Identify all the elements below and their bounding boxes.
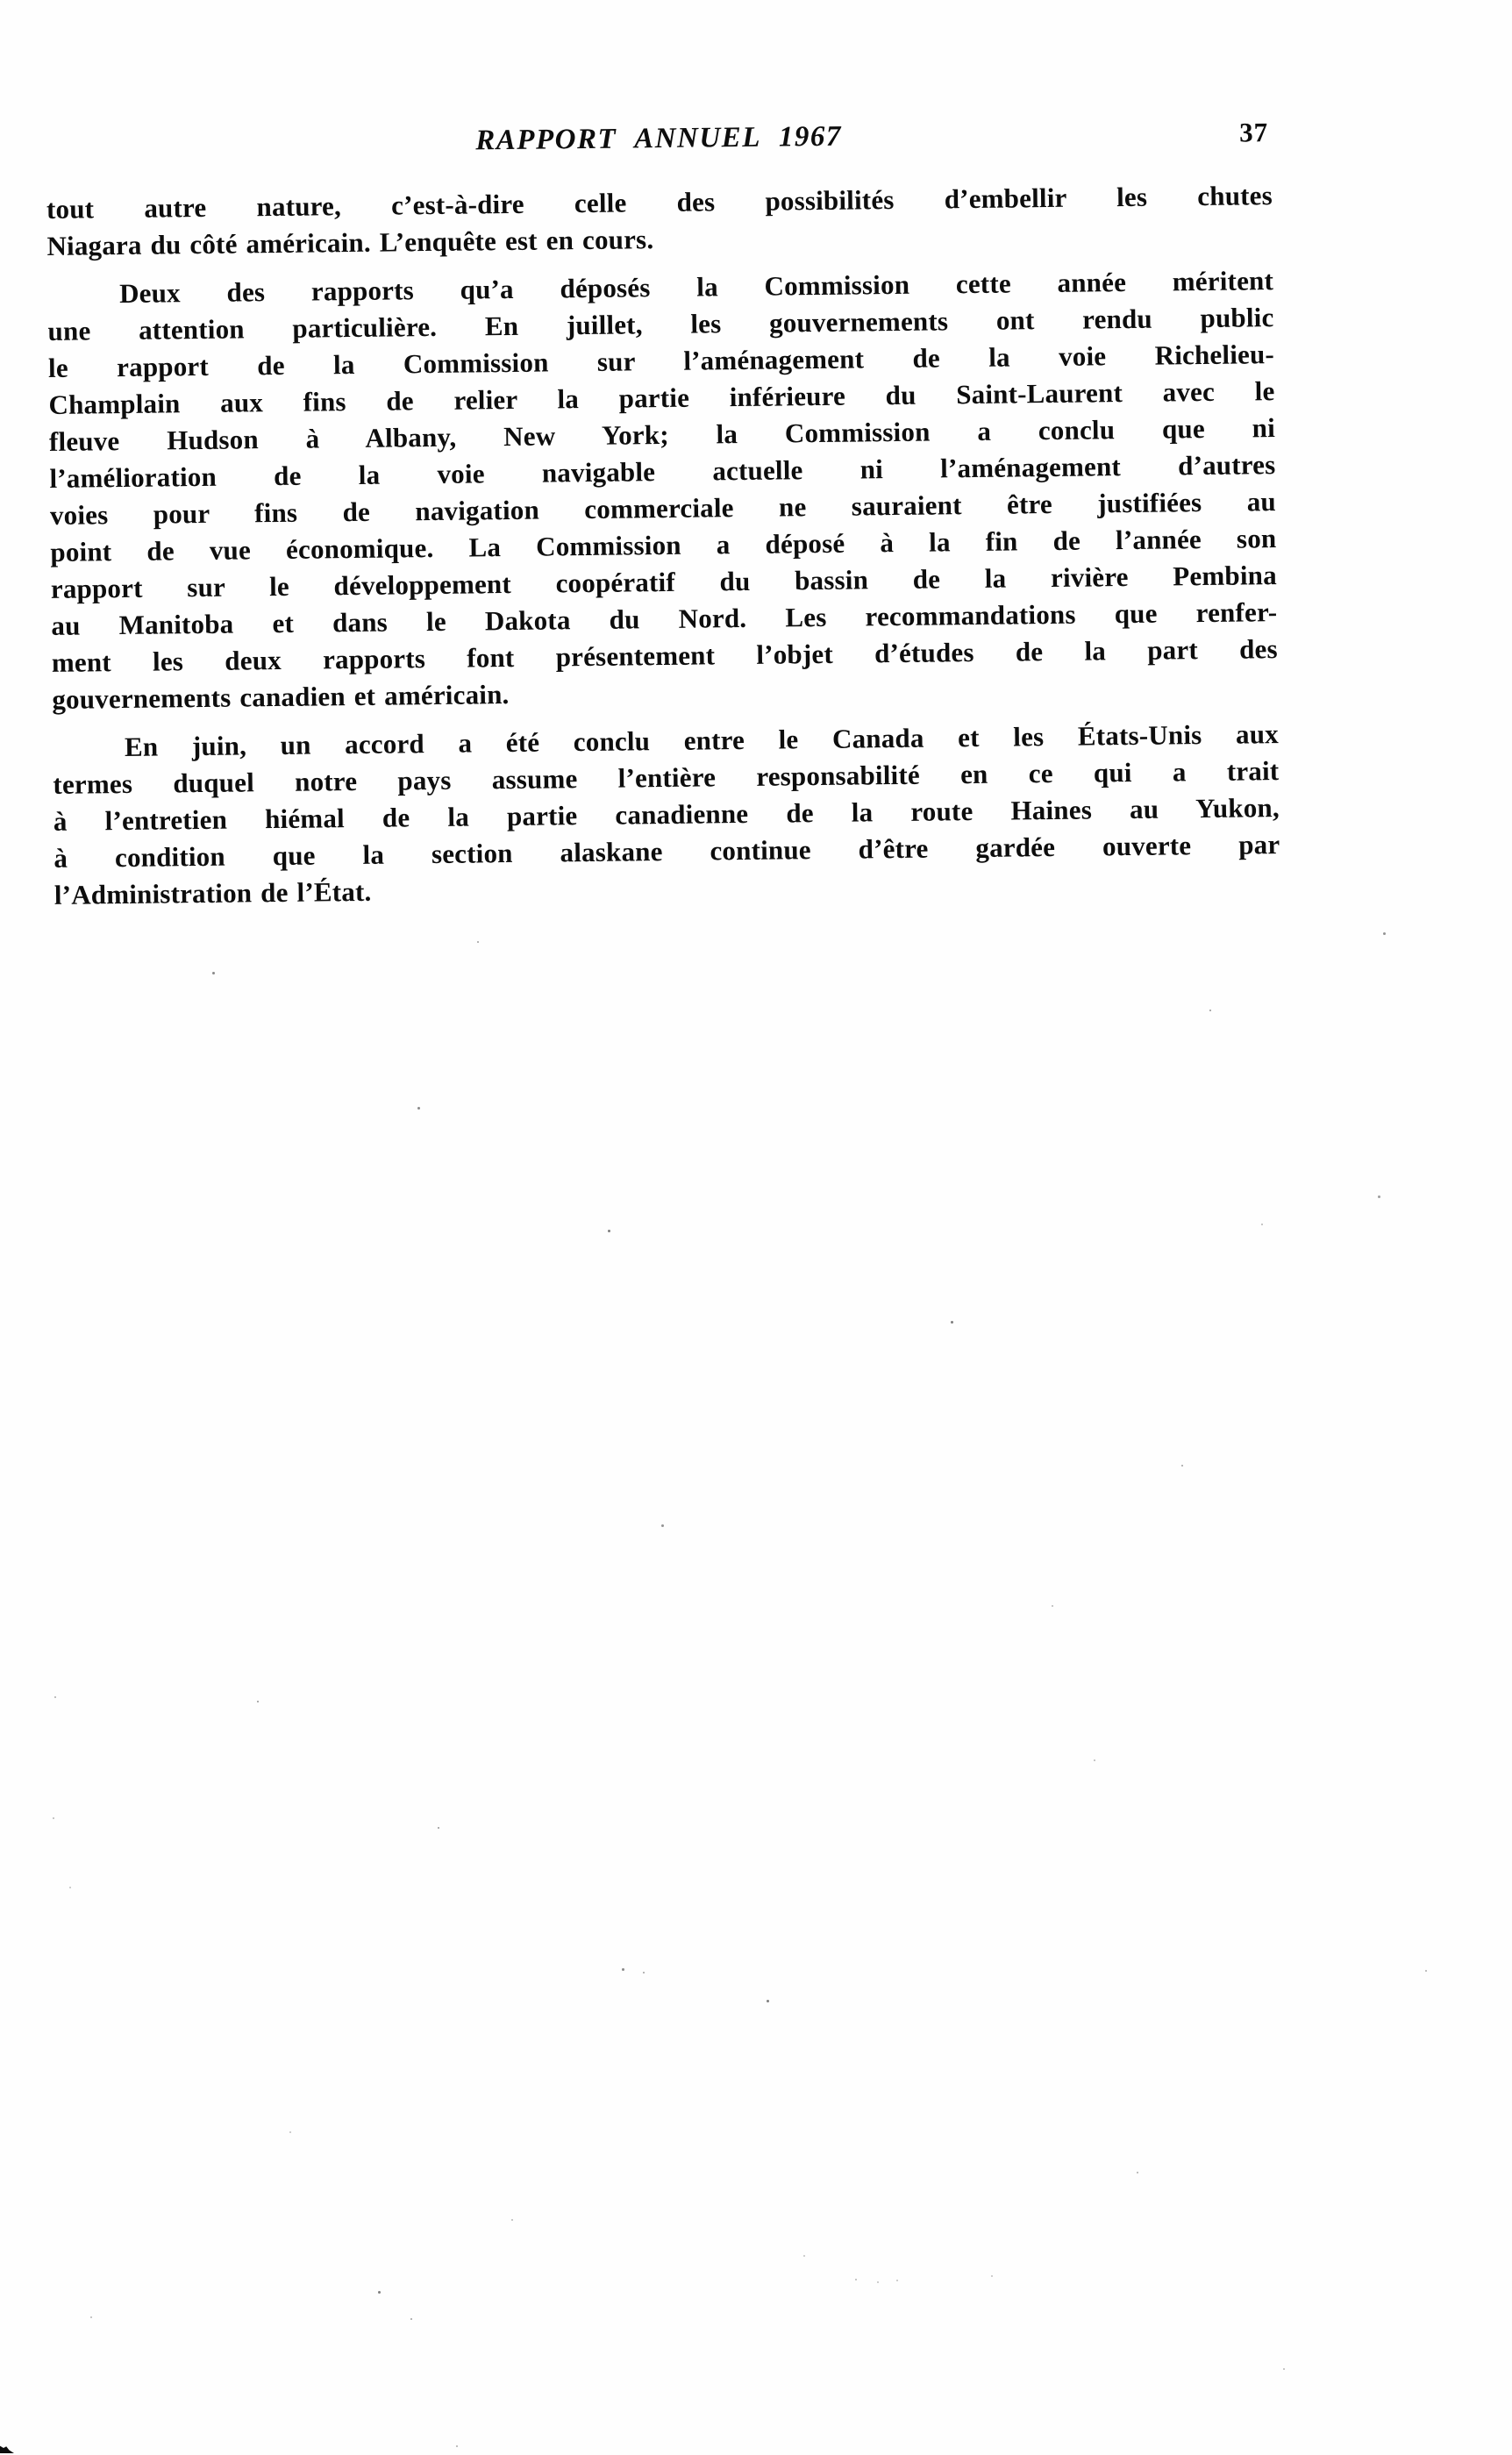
text-line: point de vue économique. La Commission a déposé à la fin de l’année son xyxy=(50,523,1277,567)
scan-noise-speck xyxy=(661,1524,664,1527)
scan-noise-speck xyxy=(1181,1465,1183,1467)
page-header xyxy=(46,114,1272,163)
text-line: l’amélioration de la voie navigable actuelle ni l’aménagement d’autres xyxy=(49,449,1276,494)
scan-noise-speck xyxy=(855,2279,857,2280)
text-line: tout autre nature, c’est-à-dire celle des possibilités d’embellir les chutes xyxy=(46,180,1273,225)
text-line: au Manitoba et dans le Dakota du Nord. Les recommandations que renfer- xyxy=(51,596,1278,641)
text-line: le rapport de la Commission sur l’aménagement de la voie Richelieu- xyxy=(47,339,1275,383)
paragraph xyxy=(53,716,1280,914)
scan-noise-speck xyxy=(212,972,215,974)
text-line: En juin, un accord a été conclu entre le Canada et les États-Unis aux xyxy=(124,718,1280,762)
scan-noise-speck xyxy=(410,2318,412,2320)
text-line: une attention particulière. En juillet, les gouvernements ont rendu public xyxy=(47,302,1274,346)
scan-noise-speck xyxy=(643,1972,645,1973)
scan-noise-speck xyxy=(511,2219,513,2221)
scan-noise-speck xyxy=(991,2275,993,2277)
scan-noise-speck xyxy=(1378,1195,1380,1198)
text-line: termes duquel notre pays assume l’entière responsabilité en ce qui a trait xyxy=(53,755,1280,800)
text-line: gouvernements canadien et américain. xyxy=(52,679,510,715)
scan-noise-speck xyxy=(69,1887,71,1888)
paragraph xyxy=(46,177,1273,265)
scan-noise-speck xyxy=(877,2281,879,2283)
text-line: ment les deux rapports font présentement l’objet d’études de la part des xyxy=(51,633,1278,678)
scan-noise-speck xyxy=(1209,1010,1211,1011)
scan-noise-speck xyxy=(53,1817,54,1819)
scan-noise-speck xyxy=(289,2131,291,2133)
scan-noise-speck xyxy=(896,2280,898,2281)
text-line: Champlain aux fins de relier la partie inférieure du Saint-Laurent avec le xyxy=(48,375,1275,420)
text-line: l’Administration de l’État. xyxy=(53,875,372,910)
scan-noise-speck xyxy=(477,941,479,943)
scan-noise-speck xyxy=(767,2000,769,2002)
text-line: à condition que la section alaskane continue d’être gardée ouverte par xyxy=(53,829,1280,874)
scan-noise-speck xyxy=(1283,2368,1285,2370)
scan-noise-speck xyxy=(803,2255,805,2257)
text-line: voies pour fins de navigation commerciale ne sauraient être justifiées au xyxy=(49,486,1277,531)
scan-noise-speck xyxy=(1383,932,1386,935)
scan-content xyxy=(46,114,1280,914)
scan-noise-speck xyxy=(90,2316,92,2318)
scan-noise-speck xyxy=(622,1968,624,1971)
scan-noise-speck xyxy=(951,1321,953,1324)
scan-noise-speck xyxy=(1261,1224,1263,1225)
scan-corner-artifact xyxy=(0,2443,14,2453)
scan-noise-speck xyxy=(1137,2172,1138,2173)
page-number: 37 xyxy=(1238,117,1269,148)
scan-noise-speck xyxy=(417,1107,420,1110)
scan-noise-speck xyxy=(1052,1605,1053,1607)
text-line: rapport sur le développement coopératif du bassin de la rivière Pembina xyxy=(50,560,1278,604)
scan-noise-speck xyxy=(257,1701,259,1702)
scan-noise-speck xyxy=(378,2291,381,2294)
scan-noise-speck xyxy=(1425,1970,1427,1972)
scan-noise-speck xyxy=(54,1696,56,1698)
scan-noise-speck xyxy=(456,2445,458,2447)
text-line: à l’entretien hiémal de la partie canadienne de la route Haines au Yukon, xyxy=(53,792,1280,837)
text-line: fleuve Hudson à Albany, New York; la Commission a conclu que ni xyxy=(48,412,1276,457)
scan-noise-speck xyxy=(1094,1759,1095,1761)
page-header-title: RAPPORT ANNUEL 1967 xyxy=(475,120,843,157)
text-line: Deux des rapports qu’a déposés la Commission cette année méritent xyxy=(118,265,1274,310)
scan-noise-speck xyxy=(608,1230,610,1232)
paragraph xyxy=(47,262,1279,718)
text-line: Niagara du côté américain. L’enquête est en cours. xyxy=(46,224,654,261)
scan-noise-speck xyxy=(438,1827,439,1829)
body-text xyxy=(46,177,1280,914)
